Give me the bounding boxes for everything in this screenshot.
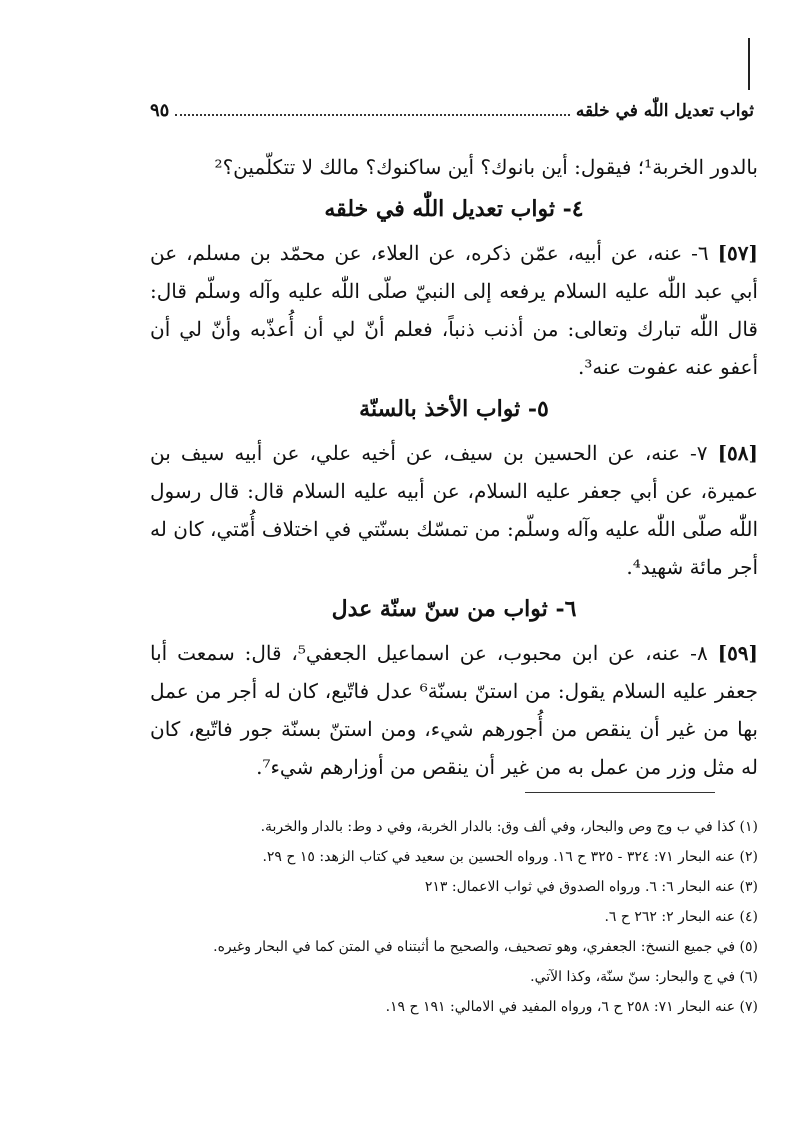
hadith-text: ٨- عنه، عن ابن محبوب، عن اسماعيل الجعفي⁵، قال: سمعت أبا جعفر عليه السلام يقول: من استنّ بسنّة⁶ عدل فاتّبع، كان له أجر من عمل بها من غير أن ينقص من أُجورهم شيء، ومن استنّ بسنّة جور فاتّبع، كان له مثل وزر من عمل به من غير أن ينقص من أوزارهم شيء⁷. [150,641,758,779]
hadith-paragraph-58 [150,434,758,586]
hadith-text: ٧- عنه، عن الحسين بن سيف، عن أخيه علي، عن أبيه سيف بن عميرة، عن أبي جعفر عليه السلام، عن أبيه عليه السلام قال: قال رسول اللّٰه صلّى اللّٰه عليه وآله وسلّم: من تمسّك بسنّتي في اختلاف أُمّتي، كان له أجر مائة شهيد⁴. [150,441,758,579]
page-edge-mark [748,38,750,90]
running-header [150,100,754,132]
footnote-6: (٦) في ج والبحار: سنّ سنّة، وكذا الآتي. [530,969,758,985]
header-leader-dots [175,100,569,116]
main-text [150,148,758,790]
header-title: ثواب تعديل اللّٰه في خلقه [575,101,754,121]
footnote-5: (٥) في جميع النسخ: الجعفري، وهو تصحيف، والصحيح ما أثبتناه في المتن كما في البحار وغيره. [213,939,758,955]
section-heading-4: ٤- ثواب تعديل اللّٰه في خلقه [324,196,584,222]
section-heading-6: ٦- ثواب من سنّ سنّة عدل [331,596,577,622]
hadith-number: [٥٨] [717,441,758,465]
footnote-2: (٢) عنه البحار ٧١: ٣٢٤ - ٣٢٥ ح ١٦. ورواه الحسين بن سعيد في كتاب الزهد: ١٥ ح ٢٩. [262,849,758,865]
footnote-1: (١) كذا في ب وج وص والبحار، وفي ألف وق: بالدار الخربة، وفي د وط: بالدار والخربة. [260,819,758,835]
hadith-paragraph-57 [150,234,758,386]
footnote-3: (٣) عنه البحار ٦: ٦. ورواه الصدوق في ثواب الاعمال: ٢١٣ [424,879,758,895]
footnote-4: (٤) عنه البحار ٢: ٢٦٢ ح ٦. [604,909,758,925]
footnotes [160,812,758,1022]
intro-paragraph: بالدور الخربة¹؛ فيقول: أين بانوك؟ أين ساكنوك؟ مالك لا تتكلّمين؟² [214,155,758,179]
footnote-7: (٧) عنه البحار ٧١: ٢٥٨ ح ٦، ورواه المفيد في الامالي: ١٩١ ح ١٩. [385,999,758,1015]
hadith-paragraph-59 [150,634,758,786]
section-heading-5: ٥- ثواب الأخذ بالسنّة [359,396,549,422]
page-number: ٩٥ [150,100,170,121]
hadith-number: [٥٩] [717,641,759,665]
hadith-text: ٦- عنه، عن أبيه، عمّن ذكره، عن العلاء، عن محمّد بن مسلم، عن أبي عبد اللّٰه عليه السلام يرفعه إلى النبيّ صلّى اللّٰه عليه وآله وسلّم قال: قال اللّٰه تبارك وتعالى: من أذنب ذنباً، فعلم أنّ لي أن أُعذّبه وأنّ لي أن أعفو عنه عفوت عنه³. [150,241,758,379]
footnote-separator [525,792,715,793]
hadith-number: [٥٧] [717,241,758,265]
